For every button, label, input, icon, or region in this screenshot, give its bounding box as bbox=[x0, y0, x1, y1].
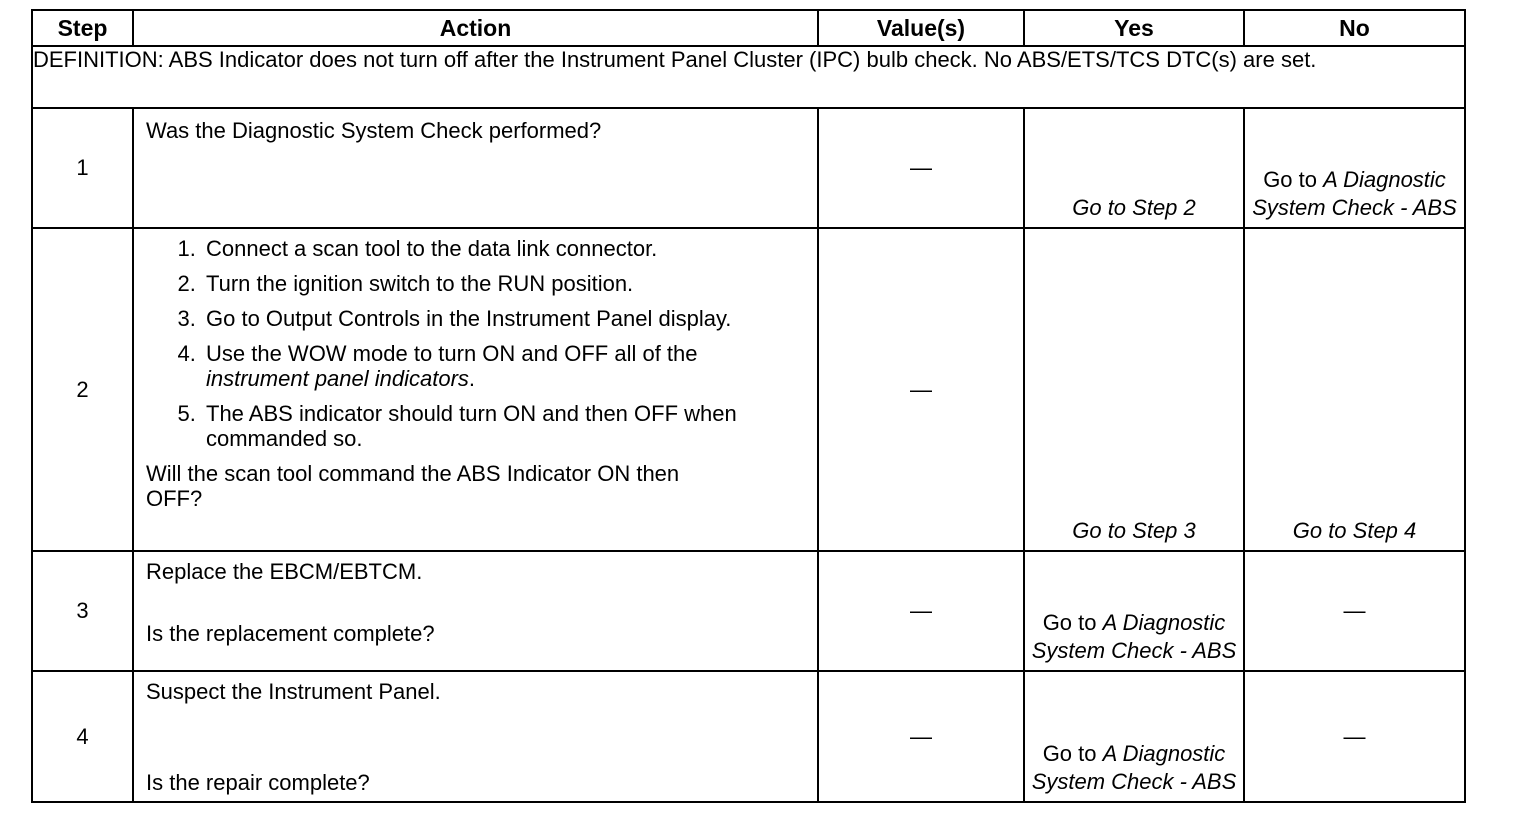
yes-link[interactable]: A Diagnostic System Check - ABS bbox=[1031, 610, 1237, 663]
value-cell: — bbox=[818, 108, 1024, 228]
yes-link[interactable]: Go to Step 2 bbox=[1072, 194, 1196, 220]
action-text: Suspect the Instrument Panel. bbox=[146, 679, 441, 704]
action-question: Is the replacement complete? bbox=[146, 621, 435, 646]
no-cell: — bbox=[1244, 551, 1465, 671]
table-row bbox=[32, 108, 1465, 228]
diagnostic-table bbox=[31, 9, 1466, 803]
action-question: Will the scan tool command the ABS Indicator ON then OFF? bbox=[146, 461, 680, 511]
header-values: Value(s) bbox=[818, 10, 1024, 46]
yes-prefix: Go to bbox=[1042, 741, 1097, 766]
table-row bbox=[32, 228, 1465, 551]
yes-link[interactable]: A Diagnostic System Check - ABS bbox=[1031, 741, 1237, 794]
yes-link[interactable]: Go to Step 3 bbox=[1072, 517, 1196, 543]
no-prefix: Go to bbox=[1263, 167, 1317, 192]
action-text: Replace the EBCM/EBTCM. bbox=[146, 559, 423, 584]
value-cell: — bbox=[818, 551, 1024, 671]
list-item: 1. Connect a scan tool to the data link connector. bbox=[202, 236, 803, 261]
value-cell: — bbox=[818, 671, 1024, 802]
table-row bbox=[32, 551, 1465, 671]
action-question: Is the repair complete? bbox=[146, 770, 370, 795]
step-number: 2 bbox=[32, 228, 133, 551]
no-cell: — bbox=[1244, 671, 1465, 802]
header-no: No bbox=[1244, 10, 1465, 46]
yes-cell bbox=[1024, 671, 1244, 802]
step-number: 4 bbox=[32, 671, 133, 802]
header-action: Action bbox=[133, 10, 818, 46]
action-cell bbox=[133, 551, 818, 671]
table-row bbox=[32, 671, 1465, 802]
step-number: 3 bbox=[32, 551, 133, 671]
action-cell bbox=[133, 108, 818, 228]
value-cell: — bbox=[818, 228, 1024, 551]
substep-4-italic: instrument panel indicators bbox=[206, 366, 469, 391]
header-yes: Yes bbox=[1024, 10, 1244, 46]
list-item: 5. The ABS indicator should turn ON and then OFF when commanded so. bbox=[202, 401, 803, 451]
yes-cell bbox=[1024, 228, 1244, 551]
action-cell bbox=[133, 671, 818, 802]
no-cell bbox=[1244, 228, 1465, 551]
list-item bbox=[202, 341, 803, 391]
yes-prefix: Go to bbox=[1042, 610, 1097, 635]
definition-row bbox=[32, 46, 1465, 108]
substep-4-end: . bbox=[468, 366, 476, 391]
list-item: 2. Turn the ignition switch to the RUN position. bbox=[202, 271, 803, 296]
no-link[interactable]: A Diagnostic System Check - ABS bbox=[1252, 167, 1457, 220]
step-number: 1 bbox=[32, 108, 133, 228]
substep-list bbox=[146, 236, 803, 451]
header-step: Step bbox=[32, 10, 133, 46]
no-link[interactable]: Go to Step 4 bbox=[1292, 517, 1417, 543]
list-item: 3. Go to Output Controls in the Instrument Panel display. bbox=[202, 306, 803, 331]
action-question: Was the Diagnostic System Check performed? bbox=[146, 118, 602, 143]
action-cell bbox=[133, 228, 818, 551]
yes-cell bbox=[1024, 108, 1244, 228]
yes-cell bbox=[1024, 551, 1244, 671]
header-row bbox=[32, 10, 1465, 46]
definition-text: DEFINITION: ABS Indicator does not turn off after the Instrument Panel Cluster (IPC) bulb check. No ABS/ETS/TCS DTC(s) are set. bbox=[32, 46, 1465, 108]
substep-4-text: Use the WOW mode to turn ON and OFF all of the bbox=[206, 341, 698, 366]
no-cell bbox=[1244, 108, 1465, 228]
